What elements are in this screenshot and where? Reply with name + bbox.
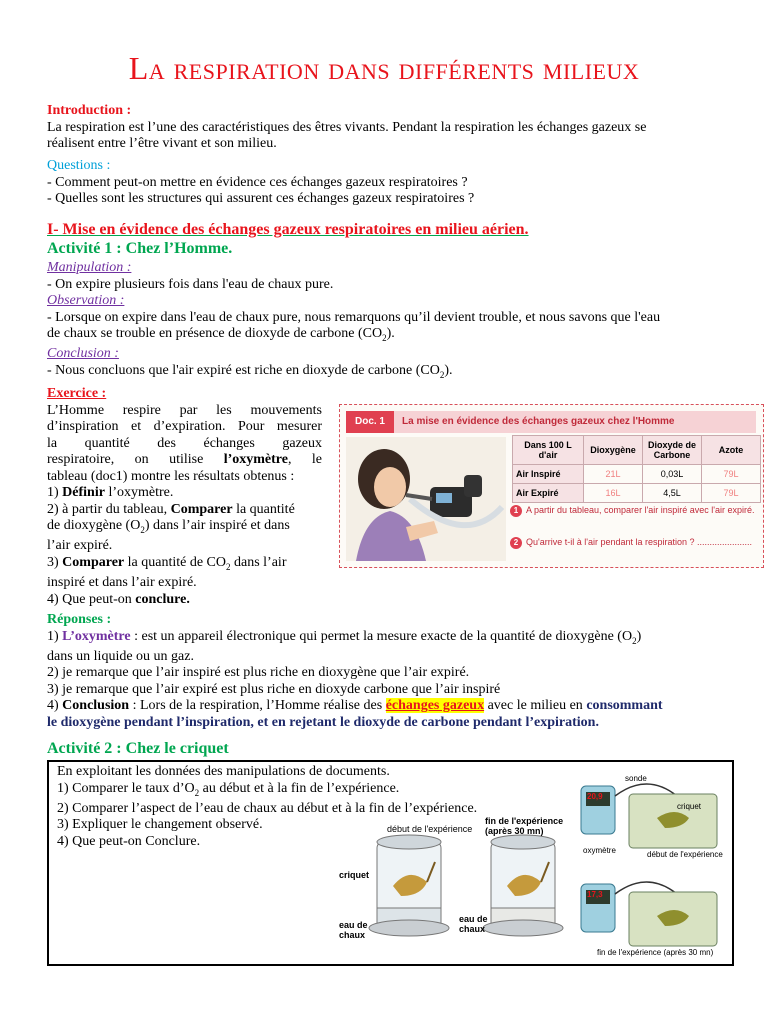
reponse-2: 2) je remarque que l’air inspiré est plus riche en dioxygène que l’air expiré. (47, 665, 470, 681)
q-text: dans l’air (230, 554, 287, 570)
question-item: - Quelles sont les structures qui assurent ces échanges gazeux respiratoires ? (47, 191, 475, 206)
manipulation-label: Manipulation : (47, 260, 132, 275)
doc1-question-1 (510, 505, 755, 517)
table-row (513, 465, 761, 484)
label-criquet-2: criquet (677, 802, 702, 811)
label-fin: fin de l'expérience (après 30 mn) (485, 816, 564, 836)
q-text: l’air expiré. (47, 538, 113, 554)
subscript: 2 (226, 561, 231, 572)
reponse-3: 3) je remarque que l’air expiré est plus riche en dioxyde carbone que l’air inspiré (47, 681, 501, 697)
exercice-text-part: respiratoire, on utilise (47, 452, 204, 467)
activite-2-q2: 2) Comparer l’aspect de l’eau de chaux au début et à la fin de l’expérience. (57, 800, 478, 816)
r-text: avec le milieu en (484, 698, 587, 714)
observation-text-1: - Lorsque on expire dans l'eau de chaux pure, nous remarquons qu’il devient trouble, et nous savons que l'eau (47, 309, 661, 325)
page-title: La respiration dans différents milieux (128, 50, 640, 86)
label-oxymetre: oxymètre (583, 846, 616, 855)
q-num: 1) (47, 485, 63, 500)
table-header: Dioxyde de Carbone (643, 436, 702, 465)
table-cell: 21L (584, 465, 643, 484)
r-num: 4) (47, 698, 63, 714)
q-text: inspiré et dans l’air expiré. (47, 575, 197, 591)
conclusion-text-a: - Nous concluons que l'air expiré est riche en dioxyde de carbone (CO (47, 362, 440, 378)
r-bold: L’oxymètre (62, 628, 131, 644)
introduction-section (47, 103, 737, 153)
table-cell: 0,03L (643, 465, 702, 484)
exercice-q4 (47, 592, 322, 609)
questions-section (47, 158, 737, 208)
doc1-title: La mise en évidence des échanges gazeux chez l'Homme (402, 416, 675, 427)
person-oxymeter-illustration (346, 437, 506, 561)
oxymeter-reading-1: 20,9 (587, 792, 603, 801)
conclusion-text-b: ). (444, 362, 453, 378)
q-num: 3) (47, 554, 63, 570)
r-num: 1) (47, 628, 63, 644)
r-text: : Lors de la respiration, l’Homme réalise des (129, 698, 386, 714)
subscript: 2 (194, 787, 200, 798)
conclusion-label: Conclusion : (47, 346, 119, 362)
subscript: 2 (632, 635, 637, 646)
exercice-q3 (47, 555, 322, 575)
observation-text-2a: de chaux se trouble en présence de dioxyde de carbone (CO (47, 326, 383, 341)
exercice-section (47, 386, 322, 608)
activite-2-q1 (57, 781, 577, 801)
label-fin-2: fin de l'expérience (après 30 mn) (597, 948, 714, 957)
subscript: 2 (439, 369, 445, 380)
number-badge: 2 (510, 537, 522, 549)
activite-1-body (47, 260, 747, 383)
doc1-header (346, 411, 756, 433)
exercice-text: L’Homme respire par les mouvements (47, 402, 322, 418)
activite-2-q4: 4) Que peut-on Conclure. (57, 833, 201, 849)
exercice-text: tableau (doc1) montre les résultats obtenus : (47, 468, 295, 484)
label-sonde: sonde (625, 774, 647, 783)
activite-2-title: Activité 2 : Chez le criquet (47, 740, 229, 757)
subscript: 2 (382, 332, 387, 343)
section-1-title: I- Mise en évidence des échanges gazeux respiratoires en milieu aérien. (47, 221, 529, 238)
table-row (513, 484, 761, 503)
subscript: 2 (140, 524, 145, 535)
manipulation-text: - On expire plusieurs fois dans l'eau de chaux pure. (47, 276, 334, 292)
activite-2-q3: 3) Expliquer le changement observé. (57, 817, 263, 833)
doc1-figure (339, 404, 764, 568)
q-text: la quantité de CO (124, 554, 226, 570)
r-text: dans un liquide ou un gaz. (47, 648, 194, 664)
r-text: ) (636, 628, 642, 644)
q-text: au début et à la fin de l’expérience. (199, 780, 400, 796)
exercice-q2-cont (47, 518, 322, 538)
reponse-1 (47, 629, 747, 649)
table-header: Azote (702, 436, 761, 465)
exercice-text: d’inspiration et d’expiration. Pour mesurer (47, 419, 322, 434)
r-text: : est un appareil électronique qui permet la mesure exacte de la quantité de dioxygène (O (130, 628, 633, 644)
reponses-label: Réponses : (47, 612, 112, 627)
q-bold: Comparer (62, 554, 125, 570)
exercice-q1 (47, 485, 322, 502)
exercice-q2 (47, 502, 322, 519)
observation-text-2b: ). (386, 326, 395, 341)
doc1-question-2 (510, 537, 752, 549)
label-eau-de-chaux: eau de chaux (339, 920, 368, 940)
q-text: 2) à partir du tableau, (47, 501, 171, 517)
q-text: de dioxygène (O (47, 518, 141, 533)
r-navy: consommant (586, 698, 663, 714)
question-item: - Comment peut-on mettre en évidence ces échanges gazeux respiratoires ? (47, 174, 468, 190)
reponse-4-cont: le dioxygène pendant l’inspiration, et en rejetant le dioxyde de carbone pendant l’expiration. (47, 714, 599, 730)
reponses-section (47, 612, 747, 731)
exercice-text (47, 452, 322, 469)
q-text: l’oxymètre. (104, 485, 174, 500)
table-header: Dioxygène (584, 436, 643, 465)
doc1-question-text: A partir du tableau, comparer l'air inspiré avec l'air expiré. (526, 505, 755, 515)
observation-label: Observation : (47, 293, 125, 308)
doc1-question-text: Qu'arrive t-il à l'air pendant la respiration ? ...................... (526, 537, 753, 547)
q-text: la quantité (232, 501, 295, 517)
reponse-4 (47, 698, 747, 715)
label-debut: début de l'expérience (387, 824, 473, 834)
activite-2-box (47, 760, 734, 966)
highlight-echanges-gazeux: échanges gazeux (385, 698, 485, 714)
q-text: ) dans l’air inspiré et dans (144, 518, 290, 533)
table-cell: 79L (702, 484, 761, 503)
table-cell: 16L (584, 484, 643, 503)
row-label: Air Expiré (513, 484, 584, 503)
exercice-text: la quantité des échanges gazeux (47, 435, 322, 451)
q-text: 4) Que peut-on (47, 591, 136, 607)
q-bold: conclure. (135, 591, 190, 607)
r-bold: Conclusion (62, 698, 130, 714)
label-criquet: criquet (339, 870, 370, 880)
doc1-tag: Doc. 1 (346, 411, 394, 433)
questions-suffix: : (103, 158, 111, 173)
activite-2-intro: En exploitant les données des manipulations de documents. (57, 764, 390, 779)
row-label: Air Inspiré (513, 465, 584, 484)
introduction-text-1: La respiration est l’une des caractéristiques des êtres vivants. Pendant la respiration les échanges gazeux se (47, 119, 647, 135)
label-debut-2: début de l'expérience (647, 850, 723, 859)
q-bold: Comparer (170, 501, 233, 517)
exercice-bold: l’oxymètre (223, 452, 288, 467)
number-badge: 1 (510, 505, 522, 517)
exercice-label: Exercice : (47, 386, 107, 401)
oxymeter-reading-2: 17,3 (587, 890, 603, 899)
exercice-text-part: , le (287, 452, 323, 467)
observation-text-2 (47, 326, 747, 346)
introduction-label: Introduction : (47, 103, 132, 118)
introduction-text-2: réalisent entre l’être vivant et son milieu. (47, 136, 277, 151)
q-bold: Définir (62, 485, 105, 500)
questions-label: Questions (47, 158, 103, 173)
table-header: Dans 100 L d'air (513, 436, 584, 465)
q-text: 1) Comparer le taux d’O (57, 780, 195, 796)
table-cell: 79L (702, 465, 761, 484)
conclusion-text (47, 363, 747, 383)
activite-1-title: Activité 1 : Chez l’Homme. (47, 240, 233, 257)
label-eau-de-chaux-2: eau de chaux (459, 914, 488, 934)
table-cell: 4,5L (643, 484, 702, 503)
doc1-table (512, 435, 761, 503)
